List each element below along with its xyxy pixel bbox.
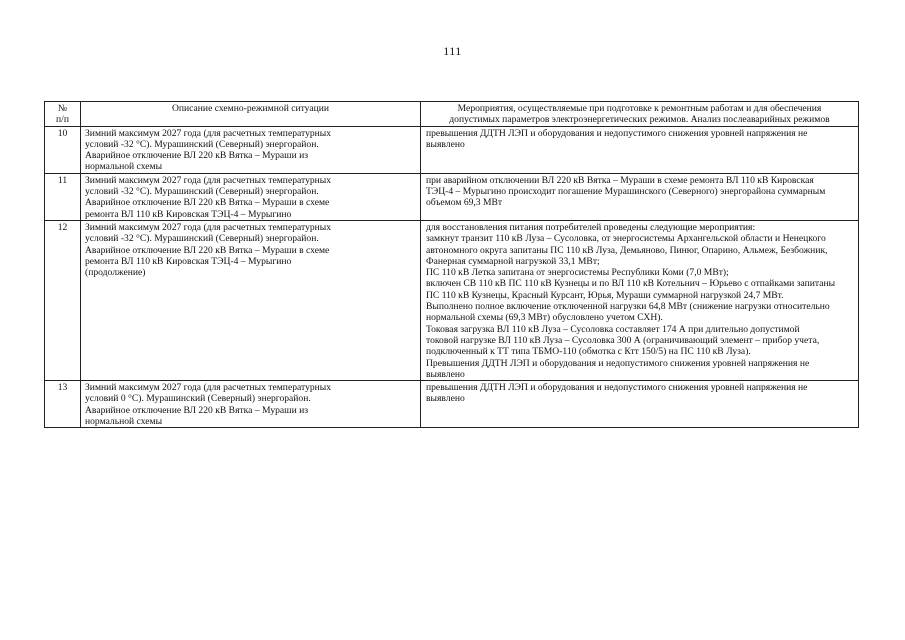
row-description — [81, 220, 421, 380]
text-line: включен СВ 110 кВ ПС 110 кВ Кузнецы и по ВЛ 110 кВ Котельнич – Юрьево с отпайками запитаны — [426, 278, 836, 290]
table-row — [45, 173, 859, 220]
text-line: ПС 110 кВ Кузнецы, Красный Курсант, Юрья, Мураши суммарной нагрузкой 24,7 МВт. — [426, 289, 784, 301]
header-num — [45, 102, 81, 127]
text-line: ремонта ВЛ 110 кВ Кировская ТЭЦ-4 – Мурыгино — [85, 255, 292, 267]
row-number: 10 — [45, 126, 81, 173]
table-row — [45, 220, 859, 380]
row-measures — [421, 381, 859, 428]
text-line: для восстановления питания потребителей проведены следующие мероприятия: — [426, 221, 756, 233]
text-line: ТЭЦ-4 – Мурыгино происходит погашение Мурашинского (Северного) энергорайона суммарным — [426, 186, 826, 198]
table-row — [45, 126, 859, 173]
text-line: Аварийное отключение ВЛ 220 кВ Вятка – Мураши из — [85, 150, 309, 162]
text-line: условий -32 °С). Мурашинский (Северный) энергорайон. — [85, 186, 319, 198]
text-line: Зимний максимум 2027 года (для расчетных температурных — [85, 221, 332, 233]
row-measures — [421, 173, 859, 220]
regime-table — [44, 101, 859, 428]
text-line: Фанерная суммарной нагрузкой 33,1 МВт; — [426, 255, 600, 267]
text-line: Мероприятия, осуществляемые при подготовке к ремонтным работам и для обеспечения — [457, 103, 822, 114]
text-line: Зимний максимум 2027 года (для расчетных температурных — [85, 174, 332, 186]
text-line: № — [57, 103, 68, 114]
text-line: выявлено — [426, 368, 465, 380]
text-line: (продолжение) — [85, 267, 146, 279]
row-description — [81, 126, 421, 173]
text-line: Аварийное отключение ВЛ 220 кВ Вятка – Мураши из — [85, 404, 309, 416]
text-line: Аварийное отключение ВЛ 220 кВ Вятка – Мураши в схеме — [85, 244, 330, 256]
text-line: при аварийном отключении ВЛ 220 кВ Вятка – Мураши в схеме ремонта ВЛ 110 кВ Кировская — [426, 174, 814, 186]
text-line: допустимых параметров электроэнергетических режимов. Анализ послеаварийных режимов — [449, 114, 830, 126]
table-body — [45, 126, 859, 428]
row-number: 13 — [45, 381, 81, 428]
header-measures — [421, 102, 859, 127]
text-line: условий 0 °С). Мурашинский (Северный) энергорайон. — [85, 393, 311, 405]
text-line: Зимний максимум 2027 года (для расчетных температурных — [85, 382, 332, 394]
text-line: ремонта ВЛ 110 кВ Кировская ТЭЦ-4 – Мурыгино — [85, 208, 292, 220]
text-line: ПС 110 кВ Летка запитана от энергосистемы Республики Коми (7,0 МВт); — [426, 267, 729, 279]
row-description — [81, 173, 421, 220]
table-row — [45, 381, 859, 428]
text-line: объемом 69,3 МВт — [426, 197, 503, 209]
row-measures — [421, 220, 859, 380]
text-line: подключенный к ТТ типа ТБМО-110 (обмотка с Ктт 150/5) на ПС 110 кВ Луза). — [426, 346, 751, 358]
page-number: 111 — [443, 44, 462, 58]
text-line: Токовая загрузка ВЛ 110 кВ Луза – Сусоловка составляет 174 А при длительно допустимой — [426, 323, 800, 335]
text-line: автономного округа запитаны ПС 110 кВ Луза, Демьяново, Пинюг, Опарино, Альмеж, Безбожник, — [426, 244, 828, 256]
header-description — [81, 102, 421, 127]
text-line: Описание схемно-режимной ситуации — [171, 103, 330, 114]
text-line: п/п — [56, 114, 69, 126]
text-line: замкнут транзит 110 кВ Луза – Сусоловка, от энергосистемы Архангельской области и Ненецкого — [426, 233, 826, 245]
text-line: Превышения ДДТН ЛЭП и оборудования и недопустимого снижения уровней напряжения не — [426, 357, 810, 369]
text-line: нормальной схемы (69,3 МВт) обусловлено учетом СХН). — [426, 312, 663, 324]
text-line: превышения ДДТН ЛЭП и оборудования и недопустимого снижения уровней напряжения не — [426, 127, 808, 139]
text-line: выявлено — [426, 393, 465, 405]
text-line: условий -32 °С). Мурашинский (Северный) энергорайон. — [85, 138, 319, 150]
row-measures — [421, 126, 859, 173]
row-number: 11 — [45, 173, 81, 220]
text-line: Зимний максимум 2027 года (для расчетных температурных — [85, 127, 332, 139]
text-line: выявлено — [426, 138, 465, 150]
text-line: нормальной схемы — [85, 161, 163, 173]
text-line: нормальной схемы — [85, 416, 163, 428]
row-number: 12 — [45, 220, 81, 380]
text-line: превышения ДДТН ЛЭП и оборудования и недопустимого снижения уровней напряжения не — [426, 382, 808, 394]
text-line: Выполнено полное включение отключенной нагрузки 64,8 МВт (снижение нагрузки относительно — [426, 301, 830, 313]
row-description — [81, 381, 421, 428]
text-line: условий -32 °С). Мурашинский (Северный) энергорайон. — [85, 233, 319, 245]
text-line: токовой нагрузке ВЛ 110 кВ Луза – Сусоловка 300 А (ограничивающий элемент – прибор учета, — [426, 334, 820, 346]
table-header-row — [45, 102, 859, 127]
text-line: Аварийное отключение ВЛ 220 кВ Вятка – Мураши в схеме — [85, 197, 330, 209]
